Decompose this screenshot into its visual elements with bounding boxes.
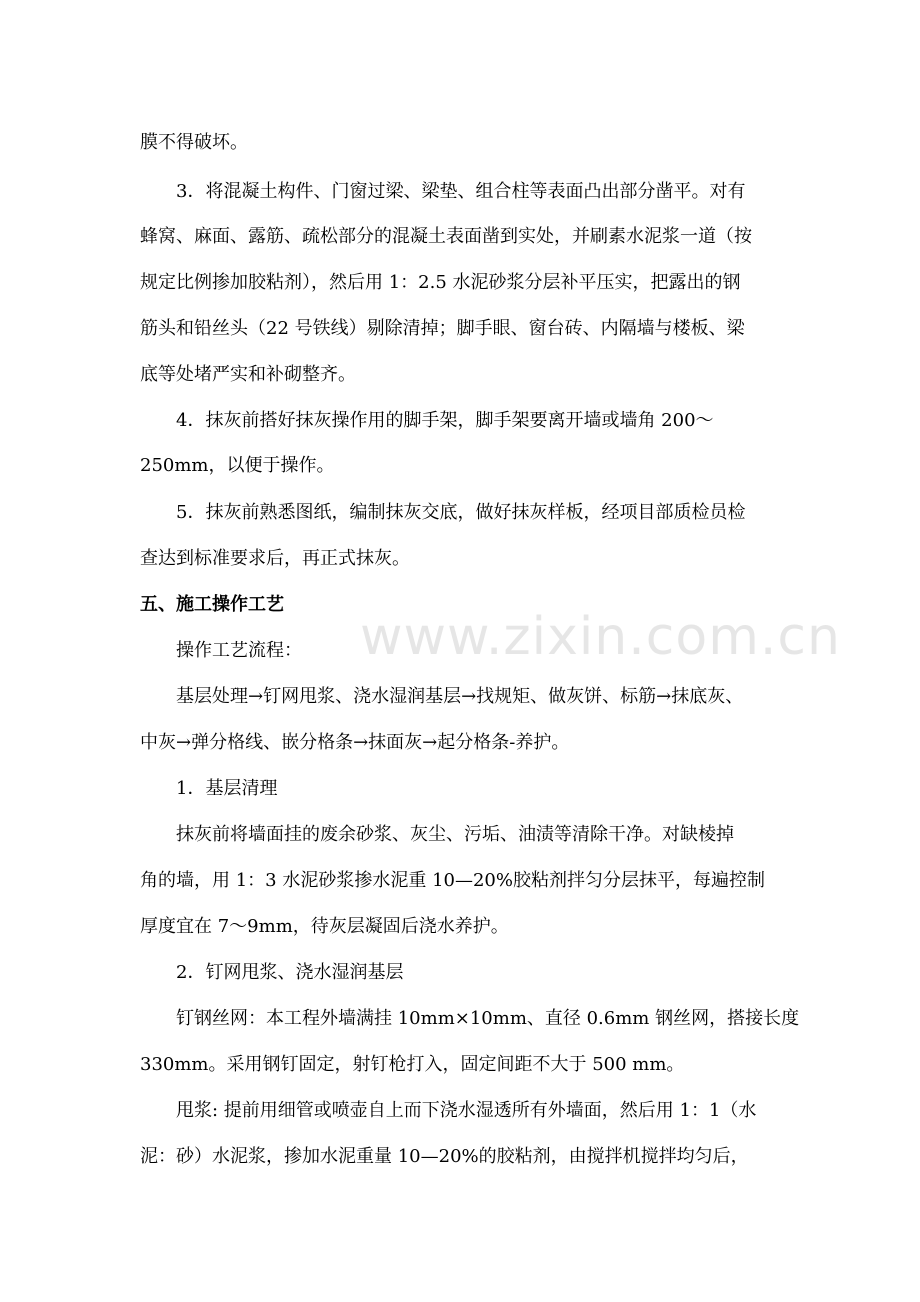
- text-line: 抹灰前将墙面挂的废余砂浆、灰尘、污垢、油渍等清除干净。对缺棱掉: [176, 824, 734, 845]
- text-line: 4．抹灰前搭好抹灰操作用的脚手架，脚手架要离开墙或墙角 200～: [176, 410, 714, 431]
- text-line: 中灰→弹分格线、嵌分格条→抹面灰→起分格条-养护。: [140, 732, 570, 753]
- subheading: 1．基层清理: [176, 778, 278, 799]
- text-line: 规定比例掺加胶粘剂），然后用 1：2.5 水泥砂浆分层补平压实，把露出的钢: [140, 272, 741, 293]
- text-line: 330mm。采用钢钉固定，射钉枪打入，固定间距不大于 500 mm。: [140, 1054, 685, 1075]
- text-line: 基层处理→钉网甩浆、浇水湿润基层→找规矩、做灰饼、标筋→抹底灰、: [176, 686, 744, 707]
- text-line: 3．将混凝土构件、门窗过梁、梁垫、组合柱等表面凸出部分凿平。对有: [176, 181, 746, 202]
- text-line: 泥：砂）水泥浆，掺加水泥重量 10—20%的胶粘剂，由搅拌机搅拌均匀后，: [140, 1146, 749, 1167]
- text-line: 角的墙，用 1：3 水泥砂浆掺水泥重 10—20%胶粘剂拌匀分层抹平，每遍控制: [140, 870, 765, 891]
- text-line: 厚度宜在 7～9mm，待灰层凝固后浇水养护。: [140, 916, 509, 937]
- text-line: 膜不得破坏。: [140, 132, 248, 153]
- subheading: 2．钉网甩浆、浇水湿润基层: [176, 962, 404, 983]
- text-line: 蜂窝、麻面、露筋、疏松部分的混凝土表面凿到实处，并刷素水泥浆一道（按: [140, 226, 752, 247]
- section-heading: 五、施工操作工艺: [140, 594, 284, 615]
- text-line: 查达到标准要求后，再正式抹灰。: [140, 548, 410, 569]
- watermark: www.zixin.com.cn: [360, 607, 841, 667]
- text-line: 甩浆: 提前用细管或喷壶自上而下浇水湿透所有外墙面，然后用 1：1（水: [176, 1100, 757, 1121]
- text-line: 钉钢丝网：本工程外墙满挂 10mm×10mm、直径 0.6mm 钢丝网，搭接长度: [176, 1008, 800, 1029]
- text-line: 操作工艺流程：: [176, 640, 302, 661]
- text-line: 250mm，以便于操作。: [140, 455, 335, 476]
- text-line: 筋头和铅丝头（22 号铁线）剔除清掉；脚手眼、窗台砖、内隔墙与楼板、梁: [140, 318, 745, 339]
- text-line: 底等处堵严实和补砌整齐。: [140, 364, 356, 385]
- text-line: 5．抹灰前熟悉图纸，编制抹灰交底，做好抹灰样板，经项目部质检员检: [176, 502, 746, 523]
